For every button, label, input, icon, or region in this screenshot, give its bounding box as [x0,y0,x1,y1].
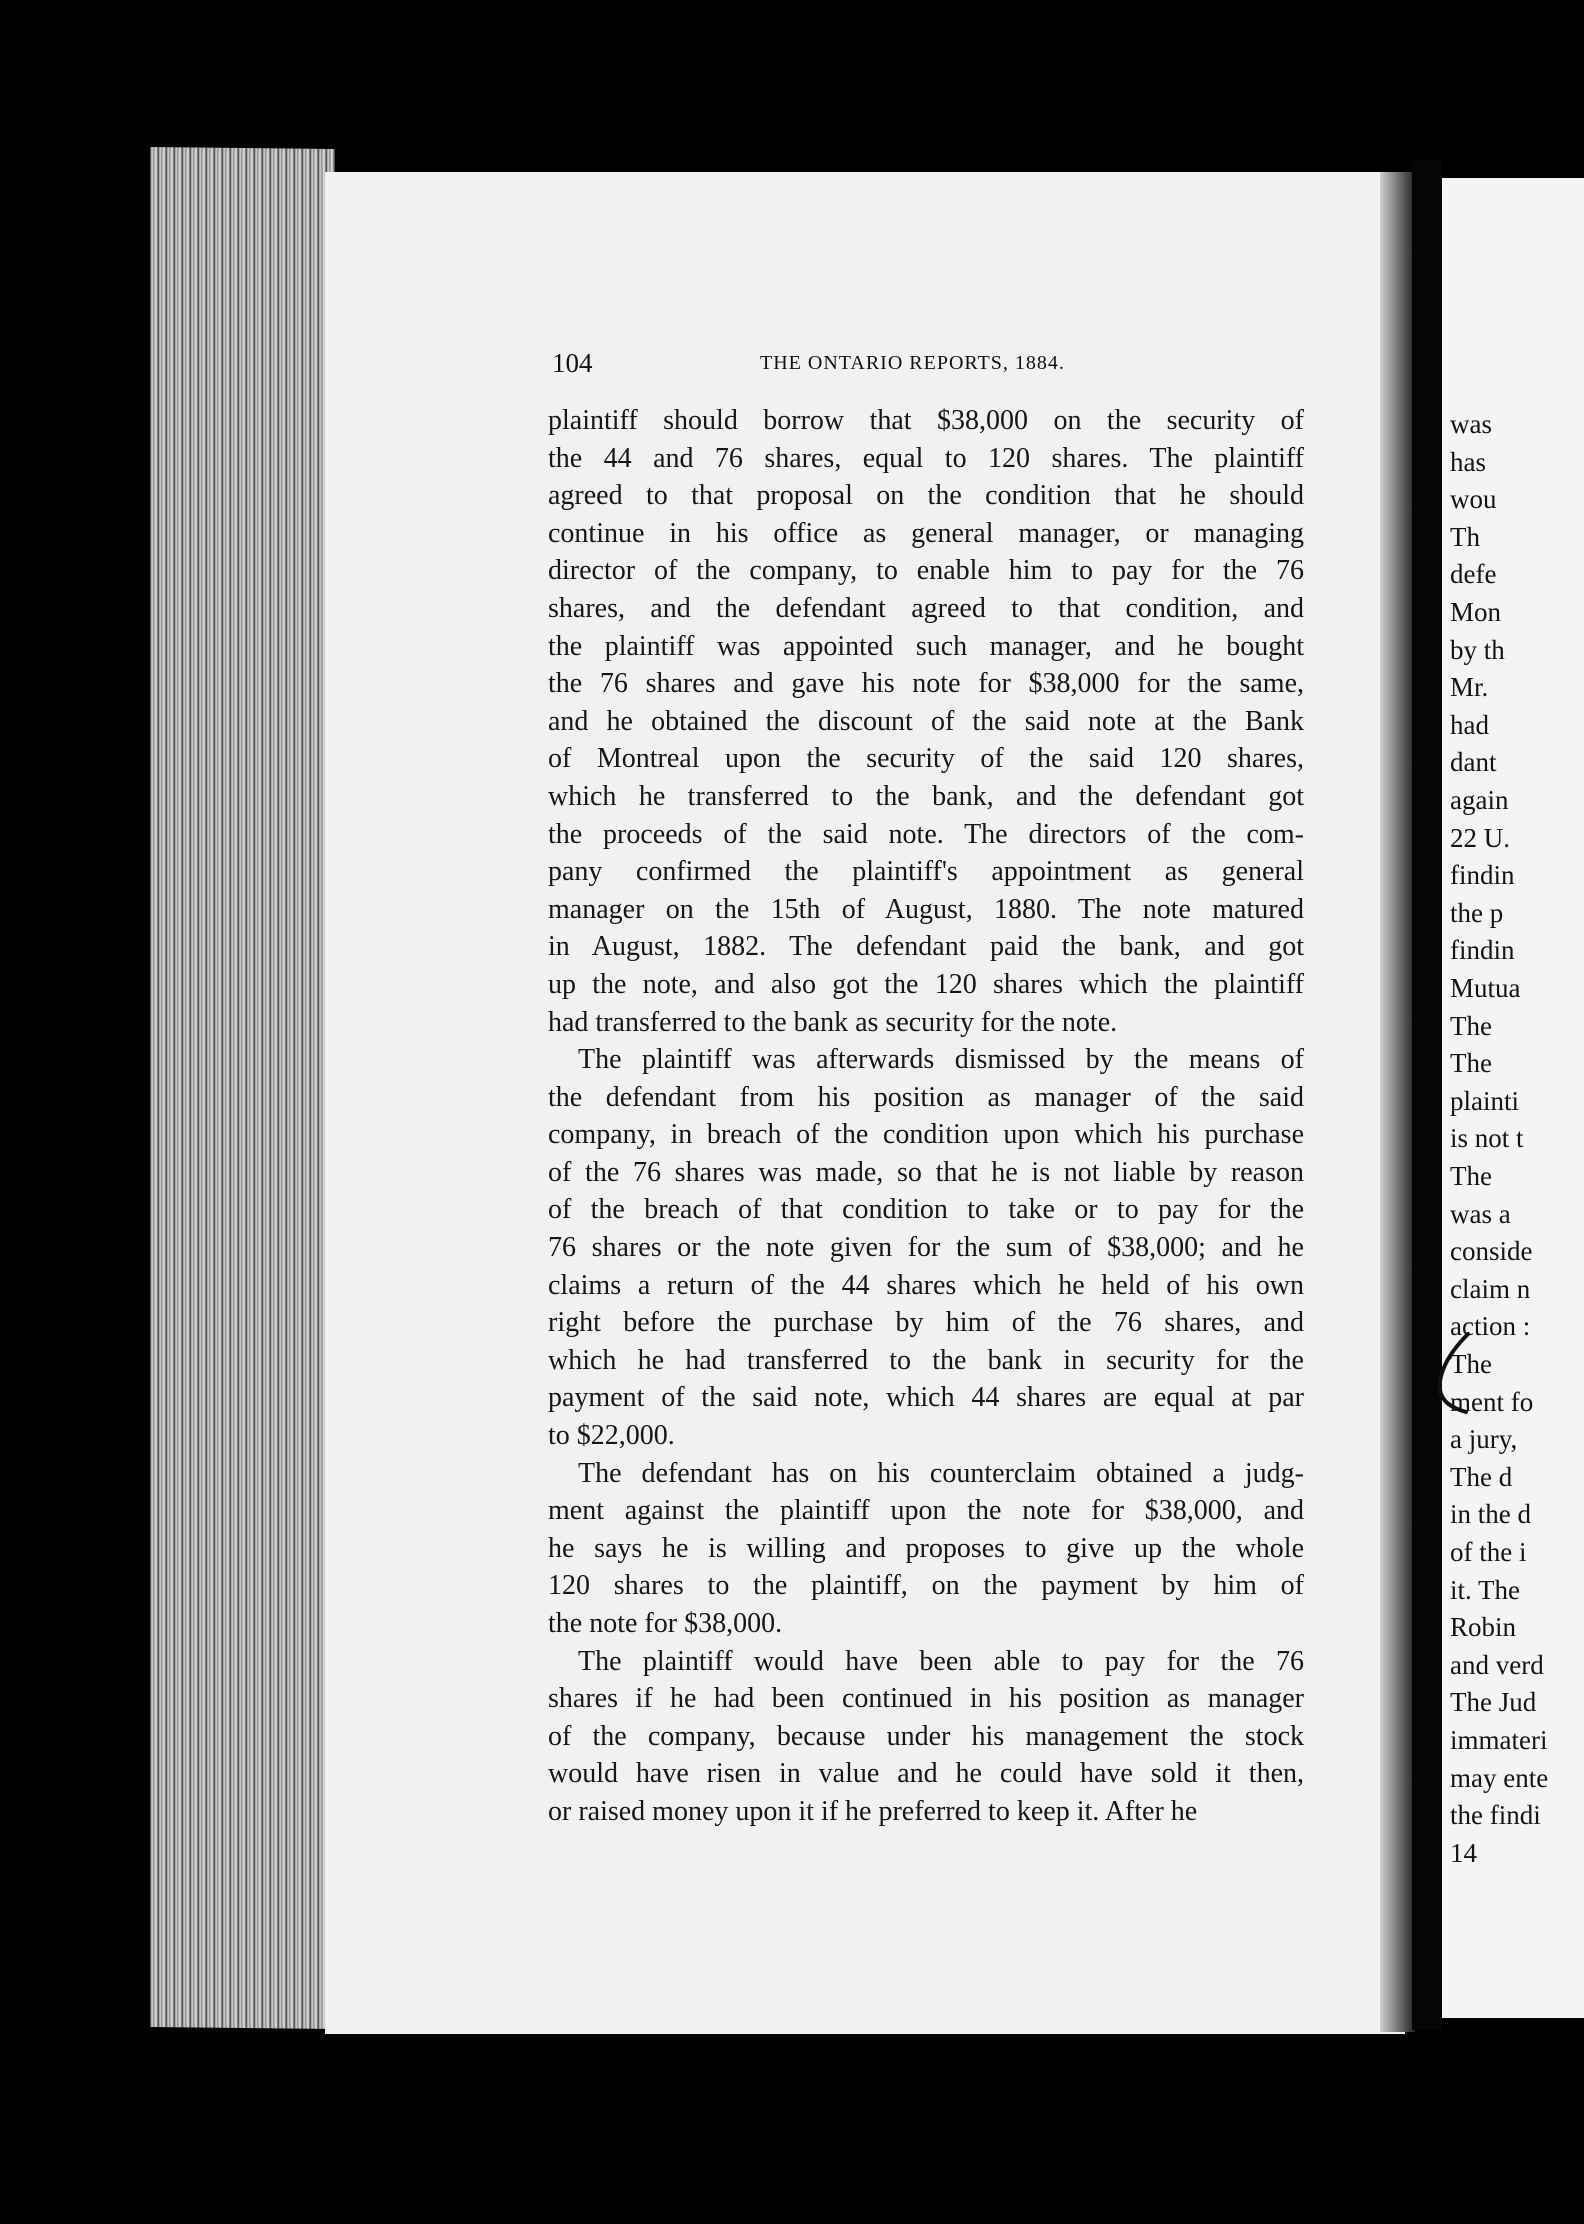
facing-page-line: Robin [1450,1612,1517,1643]
facing-page-line: dant [1450,747,1497,778]
facing-page-line: was a [1450,1198,1511,1229]
text-line: company, in breach of the condition upon which his purchase [548,1119,1304,1151]
text-line: the note for $38,000. [548,1608,783,1639]
text-line: pany confirmed the plaintiff's appointment as general [548,856,1304,888]
text-line: had transferred to the bank as security for the note. [548,1006,1118,1038]
text-line: the defendant from his position as manager of the said [548,1081,1304,1113]
facing-page-line: Mr. [1450,672,1489,703]
facing-page-line: 22 U. [1450,822,1510,853]
facing-page-line: The d [1450,1461,1513,1492]
facing-page-line: The Jud [1450,1687,1537,1718]
running-head: THE ONTARIO REPORTS, 1884. [760,352,1065,374]
text-line: manager on the 15th of August, 1880. The note matured [548,893,1304,925]
text-line: of the breach of that condition to take or to pay for the [548,1194,1304,1226]
text-line: 120 shares to the plaintiff, on the payment by him of [548,1570,1304,1602]
facing-page-line: claim n [1450,1273,1531,1304]
text-line: of Montreal upon the security of the said 120 shares, [548,743,1304,775]
text-line: to $22,000. [548,1420,675,1452]
facing-page-line: The [1450,1161,1492,1191]
facing-page-line: Th [1450,521,1480,552]
text-line: of the company, because under his management the stock [548,1720,1304,1752]
facing-page-line: Mon [1450,597,1502,627]
facing-page-line: has [1450,446,1486,477]
facing-page-line: The [1450,1048,1492,1079]
facing-page-fragment [1442,178,1584,2018]
text-line: ment against the plaintiff upon the note for $38,000, and [548,1495,1304,1527]
text-line: The plaintiff was afterwards dismissed by the means of [578,1044,1304,1076]
text-line: of the 76 shares was made, so that he is not liable by reason [548,1156,1304,1188]
text-line: payment of the said note, which 44 shares are equal at par [548,1382,1304,1414]
facing-page-line: was [1450,409,1492,439]
text-line: director of the company, to enable him to pay for the 76 [548,555,1304,587]
text-line: The defendant has on his counterclaim obtained a judg- [578,1457,1304,1489]
facing-page-line: had [1450,709,1489,740]
facing-page-line: findin [1450,860,1515,891]
facing-page-line: again [1450,785,1509,815]
text-line: shares if he had been continued in his position as manager [548,1683,1304,1715]
facing-page-line: by th [1450,634,1505,665]
page-edges [150,147,335,2029]
text-line: which he had transferred to the bank in security for the [548,1344,1304,1376]
text-line: the 76 shares and gave his note for $38,000 for the same, [548,668,1304,700]
body-text [548,402,1304,1831]
facing-page-line: findin [1450,935,1515,966]
text-line: the plaintiff was appointed such manager, and he bought [548,630,1304,662]
facing-page-line: wou [1450,484,1497,515]
text-line: he says he is willing and proposes to give up the whole [548,1532,1304,1564]
facing-page-line: 14 [1450,1837,1477,1868]
text-line: up the note, and also got the 120 shares which the plaintiff [548,968,1304,1000]
facing-page-line: Mutua [1450,973,1521,1003]
book-gutter [1412,160,1442,2030]
facing-page-line: defe [1450,559,1497,590]
facing-page-line: the p [1450,897,1504,928]
page-header [552,348,1304,388]
text-line: agreed to that proposal on the condition that he should [548,480,1304,512]
facing-page-line: and verd [1450,1649,1544,1680]
text-line: 76 shares or the note given for the sum of $38,000; and he [548,1232,1304,1264]
text-line: claims a return of the 44 shares which he held of his own [548,1269,1304,1301]
text-line: in August, 1882. The defendant paid the bank, and got [548,931,1304,963]
text-line: would have risen in value and he could have sold it then, [548,1758,1304,1790]
text-line: shares, and the defendant agreed to that condition, and [548,592,1304,624]
text-line: The plaintiff would have been able to pay for the 76 [578,1645,1304,1677]
facing-page-line: immateri [1450,1725,1548,1755]
text-line: continue in his office as general manager, or managing [548,517,1304,549]
facing-page-line: plainti [1450,1085,1519,1116]
facing-page-line: is not t [1450,1123,1524,1154]
text-line: right before the purchase by him of the 76 shares, and [548,1307,1304,1339]
text-line: and he obtained the discount of the said note at the Bank [548,705,1304,737]
text-line: or raised money upon it if he preferred to keep it. After he [548,1795,1198,1827]
facing-page-line: a jury, [1450,1424,1518,1455]
facing-page-line: the findi [1450,1800,1541,1831]
facing-page-line: in the d [1450,1499,1531,1530]
facing-page-line: The [1450,1010,1492,1041]
text-line: the proceeds of the said note. The directors of the com- [548,818,1304,850]
text-line: the 44 and 76 shares, equal to 120 shares. The plaintiff [548,442,1304,474]
facing-page-line: may ente [1450,1762,1549,1793]
margin-bracket-mark [1430,1330,1476,1414]
facing-page-line: ment fo [1450,1386,1534,1417]
page-binding-shadow [1380,172,1415,2032]
facing-page-line: conside [1450,1236,1533,1267]
facing-page-line: it. The [1450,1574,1520,1605]
facing-page-line: of the i [1450,1537,1527,1567]
facing-page-line: action : [1450,1311,1531,1342]
page-number: 104 [552,348,593,378]
text-line: which he transferred to the bank, and the defendant got [548,780,1304,812]
facing-page-line: The [1450,1349,1492,1379]
text-line: plaintiff should borrow that $38,000 on the security of [548,405,1304,436]
